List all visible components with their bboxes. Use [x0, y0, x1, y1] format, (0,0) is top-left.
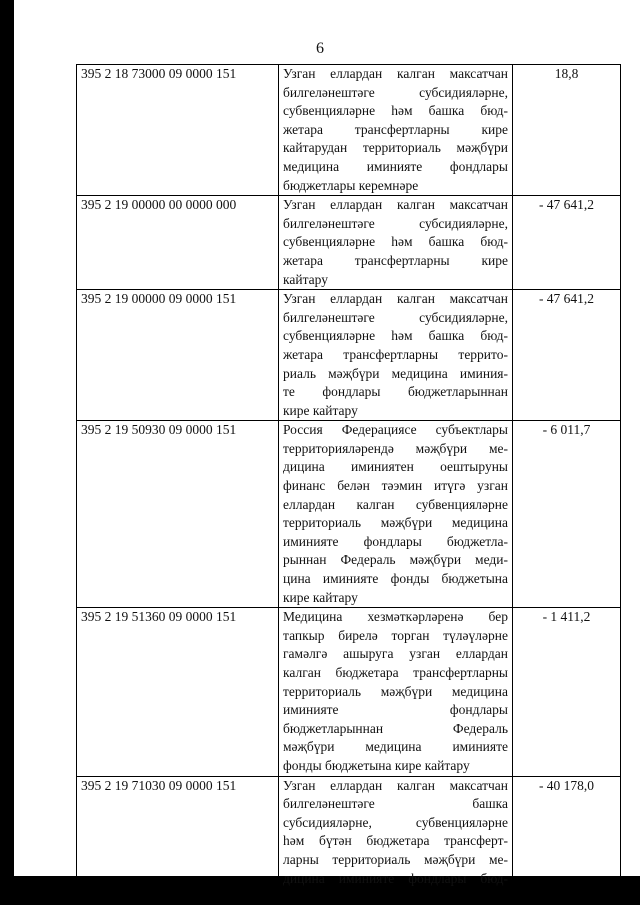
amount-value: - 1 411,2: [513, 608, 621, 776]
description-cell: [279, 776, 513, 889]
table-row: [77, 776, 621, 889]
description-cell: [279, 421, 513, 608]
description-line: Узган еллардан калган максатчан: [283, 197, 508, 213]
description-line: Узган еллардан калган максатчан: [283, 66, 508, 81]
description-line: Узган еллардан калган максатчан: [283, 291, 508, 307]
table-row: [77, 65, 621, 196]
description-line: мәҗбүри медицина иминияте: [283, 739, 508, 755]
description-cell: [279, 290, 513, 421]
description-cell: [279, 65, 513, 196]
budget-table-body: [77, 65, 621, 889]
amount-value: - 47 641,2: [513, 196, 621, 290]
budget-code: 395 2 19 71030 09 0000 151: [77, 776, 279, 889]
description-line: дицина иминиятен оештыруны: [283, 459, 508, 475]
description-line: территориаль мәҗбүри медицина: [283, 515, 508, 531]
budget-code: 395 2 19 00000 09 0000 151: [77, 290, 279, 421]
description-line: территориаль мәҗбүри медицина: [283, 683, 508, 699]
description-line: кире кайтару: [283, 589, 358, 605]
description-line: финанс белән тәэмин итүгә узган: [283, 478, 508, 494]
description-line: иминияте фондлары: [283, 702, 508, 718]
description-line: риаль мәҗбүри медицина иминия-: [283, 365, 508, 381]
description-line: субвенцияләрне һәм башка бюд-: [283, 234, 508, 250]
budget-code: 395 2 18 73000 09 0000 151: [77, 65, 279, 196]
description-line: билгеләнештәге субсидияләрне,: [283, 215, 508, 231]
description-line: еллардан калган субвенцияләрне: [283, 496, 508, 512]
description-line: билгеләнештәге субсидияләрне,: [283, 309, 508, 325]
description-line: ларны территориаль мәҗбүри ме-: [283, 851, 508, 867]
description-line: территорияләрендә мәҗбүри ме-: [283, 440, 508, 456]
budget-table: [76, 64, 621, 889]
amount-value: - 40 178,0: [513, 776, 621, 889]
description-line: кайтарудан территориаль мәҗбүри: [283, 140, 508, 156]
amount-value: 18,8: [513, 65, 621, 196]
table-row: [77, 421, 621, 608]
description-cell: [279, 196, 513, 290]
description-cell: [279, 608, 513, 776]
table-row: [77, 290, 621, 421]
description-line: те фондлары бюджетларыннан: [283, 384, 508, 400]
description-line: билгеләнештәге субсидияләрне,: [283, 84, 508, 100]
description-line: рыннан Федераль мәҗбүри меди-: [283, 552, 508, 568]
description-line: субвенцияләрне һәм башка бюд-: [283, 328, 508, 344]
page-number: 6: [316, 40, 324, 57]
description-line: бюджетлары керемнәре: [283, 177, 419, 193]
description-line: субсидияләрне, субвенцияләрне: [283, 814, 508, 830]
amount-value: - 6 011,7: [513, 421, 621, 608]
description-line: Узган еллардан калган максатчан: [283, 777, 508, 793]
budget-code: 395 2 19 50930 09 0000 151: [77, 421, 279, 608]
description-line: фонды бюджетына кире кайтару: [283, 757, 470, 773]
budget-code: 395 2 19 51360 09 0000 151: [77, 608, 279, 776]
description-line: Россия Федерациясе субъектлары: [283, 422, 508, 438]
description-line: калган бюджетара трансфертларны: [283, 665, 508, 680]
description-line: кайтару: [283, 271, 328, 287]
scan-border-left: [0, 0, 14, 905]
description-line: бюджетларыннан Федераль: [283, 720, 508, 736]
table-row: [77, 196, 621, 290]
description-line: цина иминияте фонды бюджетына: [283, 571, 508, 587]
amount-value: - 47 641,2: [513, 290, 621, 421]
description-line: һәм бүтән бюджетара трансферт-: [283, 833, 508, 849]
description-line: медицина иминияте фондлары: [283, 158, 508, 174]
budget-code: 395 2 19 00000 00 0000 000: [77, 196, 279, 290]
description-line: тапкыр бирелә торган түләүләрне: [283, 627, 508, 643]
description-line: гамәлгә ашыруга узган еллардан: [283, 646, 508, 662]
description-line: дицина иминияте фондлары бюд-: [283, 870, 508, 886]
description-line: жетара трансфертларны кире: [283, 252, 508, 268]
table-row: [77, 608, 621, 776]
description-line: кире кайтару: [283, 402, 358, 418]
description-line: субвенцияләрне һәм башка бюд-: [283, 103, 508, 119]
description-line: иминияте фондлары бюджетла-: [283, 533, 508, 549]
description-line: билгеләнештәге башка: [283, 796, 508, 812]
description-line: Медицина хезмәткәрләренә бер: [283, 609, 508, 625]
description-line: жетара трансфертларны террито-: [283, 346, 508, 362]
description-line: жетара трансфертларны кире: [283, 121, 508, 137]
